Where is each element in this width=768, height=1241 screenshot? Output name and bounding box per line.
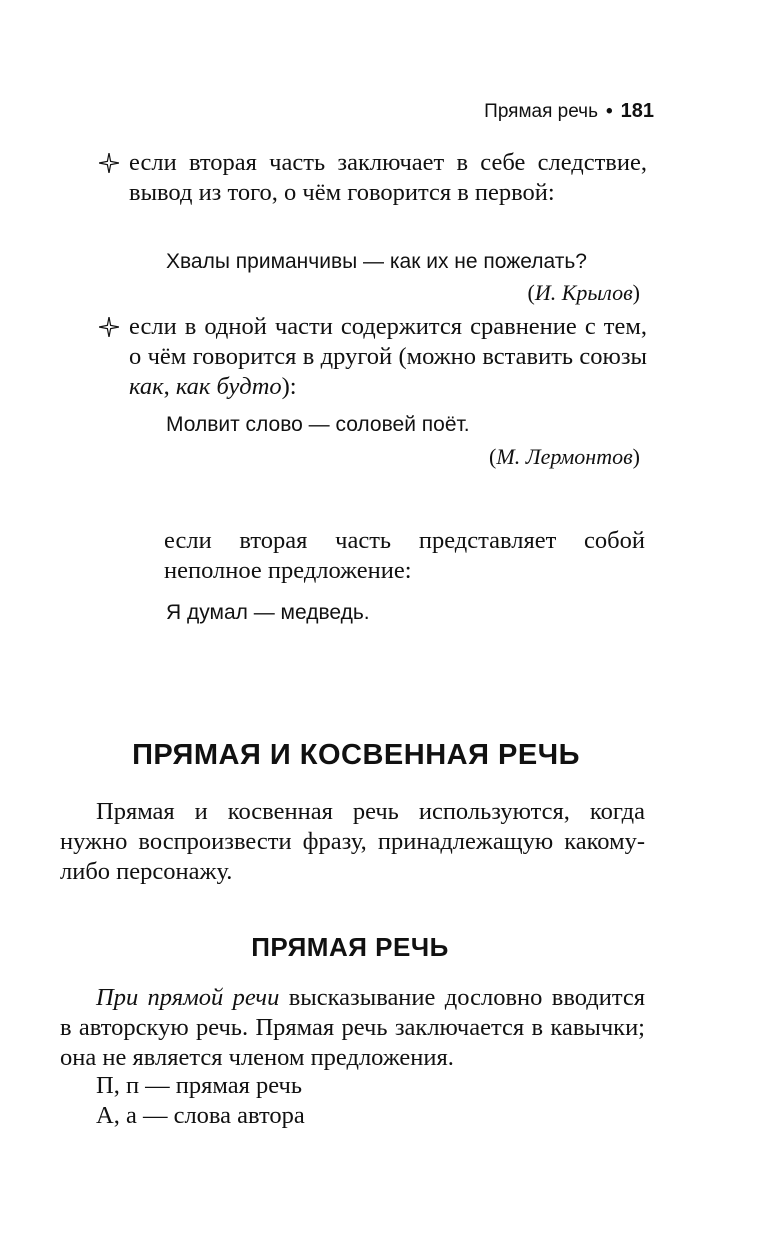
definition-paragraph: При прямой речи высказывание дословно вводится в авторскую речь. Прямая речь заключается в кавычки; она не является членом предложения.: [60, 984, 645, 1071]
legend-author-words: А, а — слова автора: [96, 1102, 305, 1129]
term: При прямой речи: [96, 984, 280, 1011]
section-intro-paragraph: Прямая и косвенная речь используются, когда нужно воспроизвести фразу, принадлежащую какому-либо персонажу.: [60, 798, 645, 885]
subsection-title: ПРЯМАЯ РЕЧЬ: [251, 932, 449, 962]
legend-direct-speech: П, п — прямая речь: [96, 1072, 303, 1099]
author-name: М. Лермонтов: [496, 444, 633, 469]
bullet-item-consequence: [97, 148, 647, 208]
example-sentence: Молвит слово — соловей поёт.: [166, 413, 470, 436]
header-separator: •: [605, 101, 613, 122]
running-header: [440, 100, 654, 123]
conjunction-kak-budto: как будто: [175, 373, 282, 400]
bullet-text: если в одной части содержится сравнение с тем, о чём говорится в другой (можно вставить союзы: [129, 313, 647, 370]
four-point-star-bullet-icon: [97, 312, 121, 342]
example-source: (И. Крылов): [527, 280, 640, 305]
example-sentence: Я думал — медведь.: [166, 601, 370, 624]
bullet-item-comparison: если в одной части содержится сравнение с тем, о чём говорится в другой (можно вставить союзы как, как будто):: [97, 312, 647, 402]
section-title: ПРЯМАЯ И КОСВЕННАЯ РЕЧЬ: [132, 739, 580, 771]
example-source: (М. Лермонтов): [489, 444, 640, 469]
four-point-star-bullet-icon: [97, 148, 121, 178]
item-incomplete-sentence: если вторая часть представляет собой неполное предложение:: [164, 527, 645, 584]
running-title: Прямая речь: [484, 101, 598, 122]
bullet-text: если вторая часть заключает в себе следствие, вывод из того, о чём говорится в первой:: [129, 149, 647, 206]
example-sentence: Хвалы приманчивы — как их не пожелать?: [166, 250, 587, 273]
page-number: 181: [620, 100, 654, 122]
conjunction-kak: как: [129, 373, 164, 400]
author-name: И. Крылов: [534, 280, 633, 305]
